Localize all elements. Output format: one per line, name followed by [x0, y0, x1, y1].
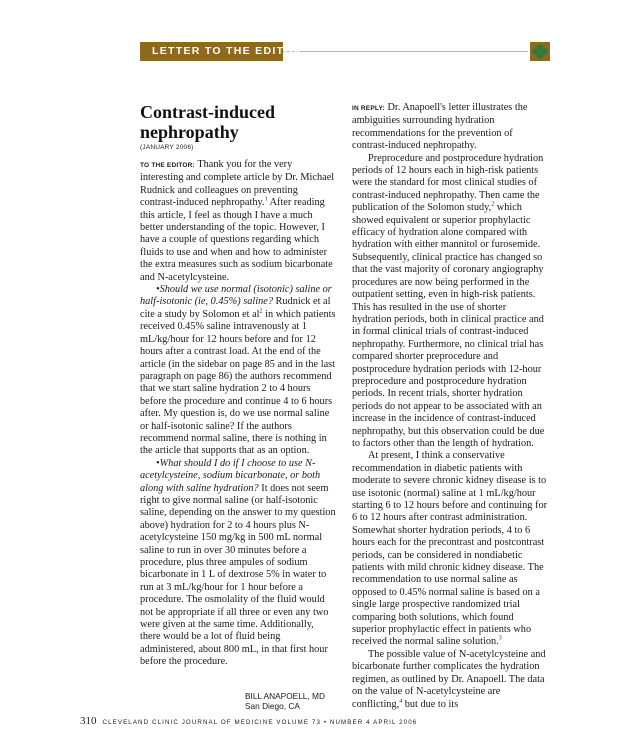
reply-paragraph-2: Preprocedure and postprocedure hydration periods of 12 hours each in high-risk patients were the standard for most clinical studies of contrast-induced nephropathy. Then came the publication of the Solomon study,$^2$ which showed equivalent or superior prophylactic efficacy of hydration alone compared with hydration with either mannitol or furosemide. Subsequently, clinical practice has changed so that the vast majority of coronary angiography procedures are now being performed in the outpatient setting, even in high-risk patients. This has resulted in the use of shorter hydration periods, both in clinical practice and in formal clinical trials of contrast-induced nephropathy. Furthermore, no clinical trial has compared shorter preprocedure and postprocedure hydration periods with 12-hour preprocedure and postprocedure hydration periods. In recent trials, shorter hydration periods do not appear to be associated with an increase in the incidence of contrast-induced nephropathy, but this observation could be due to factors other than the length of hydration.: [352, 152, 545, 449]
letter-column: [140, 102, 336, 711]
letter-question-2: •What should I do if I choose to use N-acetylcysteine, sodium bicarbonate, or both along with saline hydration? It does not seem right to give normal saline (or half-isotonic saline, depending on the answer to my question above) hydration for 2 to 4 hours plus N-acetylcysteine 150 mg/kg in 500 mL normal saline to run in over 30 minutes before a procedure, plus three ampules of sodium bicarbonate in 1 L of dextrose 5% in water to run at 3 mL/kg/hour for 1 hour before a procedure. The osmolality of the fluid would not be appropriate if all three or even any two were given at the same time. Additionally, there would be a lot of fluid being administered, about 800 mL, in that first hour before the procedure.: [140, 457, 336, 668]
page-number: 310: [80, 715, 97, 727]
reply-column: [352, 102, 548, 711]
signature-name: BILL ANAPOELL, MD: [245, 690, 325, 701]
letter-body: [140, 159, 336, 669]
reply-paragraph-3: At present, I think a conservative recommendation in diabetic patients with moderate to severe chronic kidney disease is to use isotonic (normal) saline at 1 mL/kg/hour starting 6 to 12 hours before and continuing for 6 to 12 hours after contrast administration. Somewhat shorter hydration periods, 4 to 6 hours each for the precontrast and postcontrast periods, can be considered in nondiabetic patients with mild chronic kidney disease. The recommendation to use normal saline as opposed to 0.45% normal saline is based on a single large prospective randomized trial comparing both solutions, which found superior prophylactic effect in patients who received the normal saline solution.$^3$: [352, 450, 548, 648]
letter-lead: TO THE EDITOR:: [140, 162, 195, 169]
signature-location: San Diego, CA: [245, 700, 300, 711]
reply-body: [352, 102, 548, 711]
letter-paragraph-1: TO THE EDITOR: Thank you for the very interesting and complete article by Dr. Michael Rudnick and colleagues on preventing contrast-induced nephropathy.$^1$ After reading this article, I feel as though I have a much better understanding of the topic. However, I have a couple of questions regarding which fluids to use and when and how to administer the extra measures such as sodium bicarbonate and N-acetylcysteine.: [140, 159, 335, 283]
clover-icon: [530, 42, 550, 61]
signature: [140, 691, 336, 711]
article-title: Contrast-induced nephropathy: [140, 102, 276, 142]
page-footer: [80, 711, 417, 729]
banner-rule: [283, 51, 528, 52]
article-date: (JANUARY 2006): [140, 144, 194, 151]
letter-question-1: •Should we use normal (isotonic) saline or half-isotonic (ie, 0.45%) saline? Rudnick et al cite a study by Solomon et $al^2$ in which patients received 0.45% saline intravenously at 1 mL/kg/hour for 12 hours before and for 12 hours after a contrast load. At the end of the article (in the sidebar on page 85 and in the last paragraph on page 86) the authors recommend that we start saline hydration 2 to 4 hours before the procedure and continue 4 to 6 hours after. My question is, do we use normal saline or half-isotonic saline? If the authors recommend normal saline, there is nothing in the article that supports that as an option.: [140, 284, 336, 457]
reply-lead: IN REPLY:: [352, 105, 385, 112]
reply-paragraph-1: IN REPLY: Dr. Anapoell's letter illustrates the ambiguities surrounding hydration recommendations for the prevention of contrast-induced nephropathy.: [352, 102, 528, 152]
journal-info: CLEVELAND CLINIC JOURNAL OF MEDICINE VOLUME 73 • NUMBER 4 APRIL 2006: [102, 719, 418, 726]
section-label: LETTER TO THE EDITOR: [152, 45, 303, 57]
reply-paragraph-4: The possible value of N-acetylcysteine and bicarbonate further complicates the hydration regimen, as outlined by Dr. Anapoell. The data on the value of N-acetylcysteine are conflicting,$^4$ but due to its: [352, 648, 546, 710]
